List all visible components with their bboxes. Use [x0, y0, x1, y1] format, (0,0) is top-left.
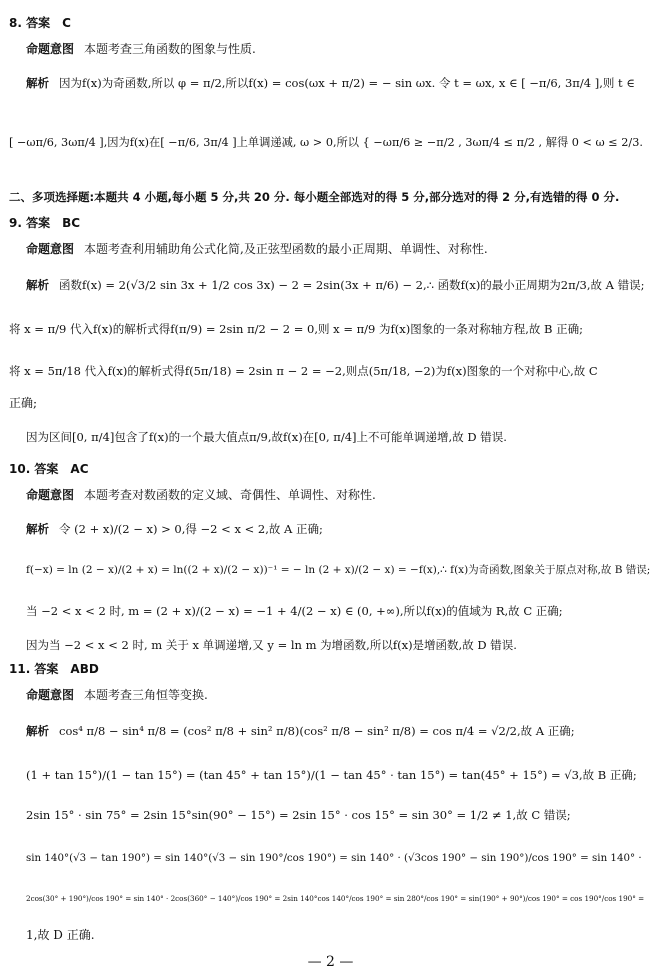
- q10-analysis-line4: 因为当 −2 < x < 2 时, m 关于 x 单调递增,又 y = ln m 为增函数,所以f(x)是增函数,故 D 错误.: [26, 638, 517, 652]
- q9-analysis-line5: 因为区间[0, π/4]包含了f(x)的一个最大值点π/9,故f(x)在[0, π/4]上不可能单调递增,故 D 错误.: [26, 430, 507, 444]
- q9-answer: 9. 答案 BC: [9, 216, 81, 230]
- q10-analysis-line3: 当 −2 < x < 2 时, m = (2 + x)/(2 − x) = −1 + 4/(2 − x) ∈ (0, +∞),所以f(x)的值域为 R,故 C 正确;: [26, 604, 563, 618]
- q10-analysis-line2: f(−x) = ln (2 − x)/(2 + x) = ln((2 + x)/(2 − x))⁻¹ = − ln (2 + x)/(2 − x) = −f(x),∴ f(x)为奇函数,图象关于原点对称,故 B 错误;: [26, 564, 651, 576]
- intent-label: 命题意图: [26, 42, 75, 56]
- q10-intent: 命题意图 本题考查对数函数的定义域、奇偶性、单调性、对称性.: [26, 488, 376, 502]
- q11-analysis-line6: 1,故 D 正确.: [26, 928, 95, 942]
- q11-intent: 命题意图 本题考查三角恒等变换.: [26, 688, 208, 702]
- q11-analysis-line5: 2cos(30° + 190°)/cos 190° = sin 140° · 2cos(360° − 140°)/cos 190° = 2sin 140°cos 140°/cos 190° = sin 280°/cos 190° = sin(190° + 90°)/cos 190° = cos 190°/cos 190° =: [26, 894, 645, 903]
- q10-analysis-line1: 解析 令 (2 + x)/(2 − x) > 0,得 −2 < x < 2,故 A 正确;: [26, 522, 323, 536]
- q9-intent: 命题意图 本题考查利用辅助角公式化简,及正弦型函数的最小正周期、单调性、对称性.: [26, 242, 488, 256]
- q8-answer: 8. 答案 C: [9, 16, 71, 30]
- section-heading: 二、多项选择题:本题共 4 小题,每小题 5 分,共 20 分. 每小题全部选对的得 5 分,部分选对的得 2 分,有选错的得 0 分.: [9, 190, 620, 204]
- q9-analysis-line2: 将 x = π/9 代入f(x)的解析式得f(π/9) = 2sin π/2 − 2 = 0,则 x = π/9 为f(x)图象的一条对称轴方程,故 B 正确;: [9, 322, 584, 336]
- analysis-label: 解析: [26, 76, 49, 90]
- q9-analysis-line1: 解析 函数f(x) = 2(√3/2 sin 3x + 1/2 cos 3x) − 2 = 2sin(3x + π/6) − 2,∴ 函数f(x)的最小正周期为2π/3,故 A 错误;: [26, 278, 645, 292]
- q8-intent: 命题意图 本题考查三角函数的图象与性质.: [26, 42, 256, 56]
- q11-analysis-line3: 2sin 15° · sin 75° = 2sin 15°sin(90° − 15°) = 2sin 15° · cos 15° = sin 30° = 1/2 ≠ 1,故 C 错误;: [26, 808, 571, 822]
- q11-analysis-line1: 解析 cos⁴ π/8 − sin⁴ π/8 = (cos² π/8 + sin² π/8)(cos² π/8 − sin² π/8) = cos π/4 = √2/2,故 A 正确;: [26, 724, 575, 738]
- q9-analysis-line3: 将 x = 5π/18 代入f(x)的解析式得f(5π/18) = 2sin π − 2 = −2,则点(5π/18, −2)为f(x)图象的一个对称中心,故 C: [9, 364, 598, 378]
- page-number: — 2 —: [307, 954, 354, 970]
- q9-analysis-line4: 正确;: [9, 396, 38, 410]
- q8-analysis-line1: 解析 因为f(x)为奇函数,所以 φ = π/2,所以f(x) = cos(ωx + π/2) = − sin ωx. 令 t = ωx, x ∈ [ −π/6, 3π/4 ],则 t ∈: [26, 76, 635, 90]
- q11-analysis-line4: sin 140°(√3 − tan 190°) = sin 140°(√3 − sin 190°/cos 190°) = sin 140° · (√3cos 190° − sin 190°)/cos 190° = sin 140° ·: [26, 852, 642, 864]
- q10-answer: 10. 答案 AC: [9, 462, 89, 476]
- q11-answer: 11. 答案 ABD: [9, 662, 99, 676]
- q8-analysis-line2: [ −ωπ/6, 3ωπ/4 ],因为f(x)在[ −π/6, 3π/4 ]上单调递减, ω > 0,所以 { −ωπ/6 ≥ −π/2 , 3ωπ/4 ≤ π/2 , 解得 0 < ω ≤ 2/3.: [9, 136, 643, 149]
- q11-analysis-line2: (1 + tan 15°)/(1 − tan 15°) = (tan 45° + tan 15°)/(1 − tan 45° · tan 15°) = tan(45° + 15°) = √3,故 B 正确;: [26, 768, 637, 782]
